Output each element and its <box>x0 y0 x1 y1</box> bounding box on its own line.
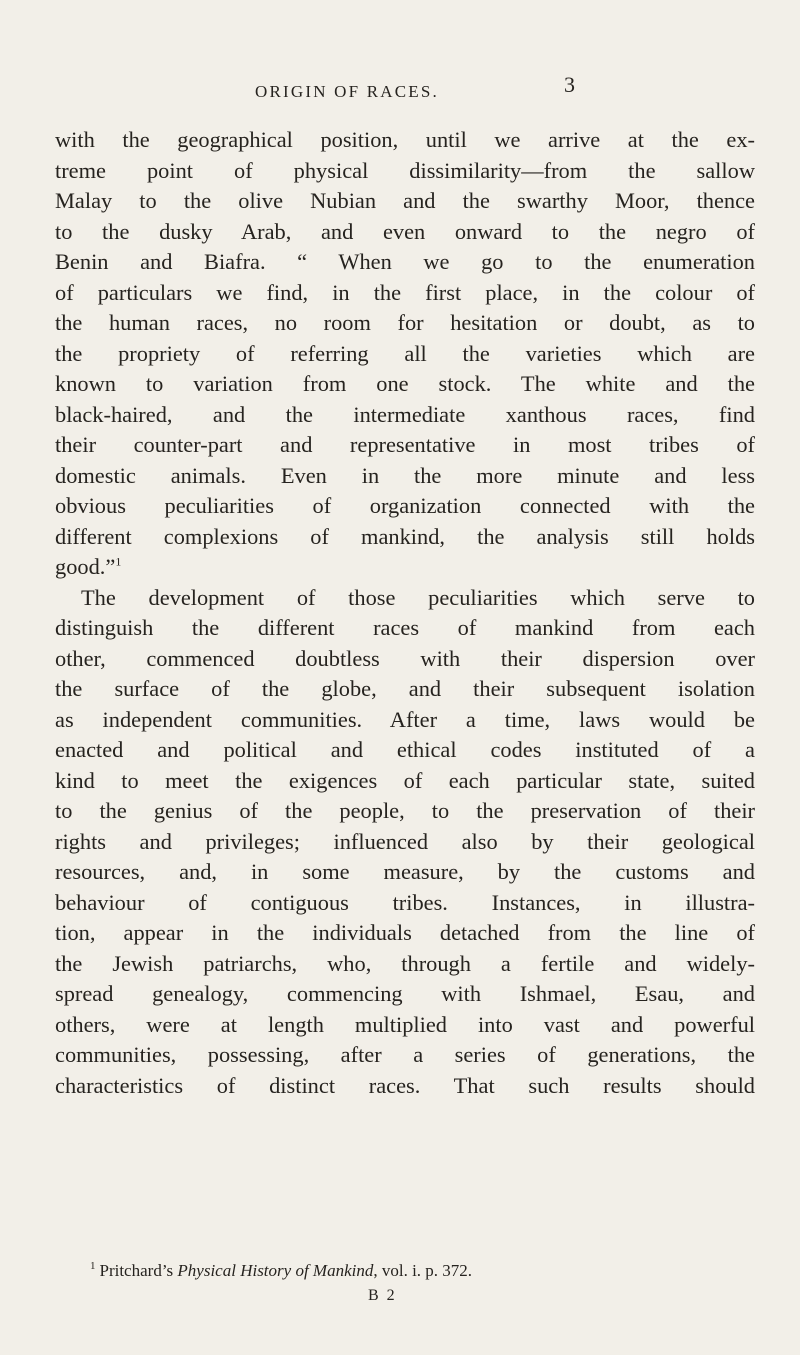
text-line: The development of those peculiarities which serve to <box>81 584 755 610</box>
text-line: resources, and, in some measure, by the customs and <box>55 859 755 884</box>
text-line: good.” <box>55 554 116 579</box>
text-line: of particulars we find, in the first place, in the colour of <box>55 279 755 305</box>
text-line: to the genius of the people, to the preservation of their <box>55 798 755 823</box>
text-line: rights and privileges; influenced also by their geological <box>55 828 755 854</box>
text-line: characteristics of distinct races. That such results should <box>55 1072 755 1098</box>
footnote <box>90 1261 770 1281</box>
text-line: as independent communities. After a time, laws would be <box>55 706 755 732</box>
text-line: Malay to the olive Nubian and the swarthy Moor, thence <box>55 188 755 213</box>
text-line: the surface of the globe, and their subsequent isolation <box>55 676 755 701</box>
text-line: treme point of physical dissimilarity—from the sallow <box>55 157 755 183</box>
body-text <box>55 125 755 1101</box>
text-line: black-haired, and the intermediate xanthous races, find <box>55 401 755 427</box>
footnote-author: Pritchard’s <box>99 1261 174 1280</box>
text-line: domestic animals. Even in the more minute and less <box>55 462 755 488</box>
text-line: enacted and political and ethical codes instituted of a <box>55 737 755 762</box>
text-line: obvious peculiarities of organization connected with the <box>55 493 755 518</box>
footnote-title: Physical History of Mankind <box>177 1261 374 1280</box>
signature-mark: B 2 <box>368 1287 397 1304</box>
text-line: the human races, no room for hesitation or doubt, as to <box>55 310 755 335</box>
text-line: spread genealogy, commencing with Ishmael, Esau, and <box>55 981 755 1006</box>
text-line: kind to meet the exigences of each particular state, suited <box>55 767 755 793</box>
text-line: different complexions of mankind, the analysis still holds <box>55 523 755 549</box>
footnote-rest: , vol. i. p. 372. <box>373 1261 473 1280</box>
text-line: other, commenced doubtless with their dispersion over <box>55 645 755 671</box>
text-line: others, were at length multiplied into vast and powerful <box>55 1011 755 1037</box>
text-line-end <box>55 552 755 583</box>
text-line: Benin and Biafra. “ When we go to the enumeration <box>55 249 755 274</box>
running-title: ORIGIN OF RACES. <box>255 82 439 101</box>
text-line: their counter-part and representative in most tribes of <box>55 432 755 457</box>
text-line: the propriety of referring all the varieties which are <box>55 340 755 366</box>
text-line: with the geographical position, until we arrive at the ex- <box>55 127 755 152</box>
text-line: to the dusky Arab, and even onward to the negro of <box>55 218 755 244</box>
footnote-mark: 1 <box>90 1260 96 1273</box>
text-line: known to variation from one stock. The white and the <box>55 371 755 396</box>
text-line: distinguish the different races of mankind from each <box>55 615 755 640</box>
running-head <box>0 72 800 112</box>
footnote-reference: 1 <box>115 554 122 569</box>
text-line: communities, possessing, after a series of generations, the <box>55 1042 755 1067</box>
text-line: the Jewish patriarchs, who, through a fertile and widely- <box>55 950 755 976</box>
page-number: 3 <box>564 72 575 97</box>
text-line: tion, appear in the individuals detached from the line of <box>55 920 755 945</box>
text-line: behaviour of contiguous tribes. Instances, in illustra- <box>55 889 755 915</box>
